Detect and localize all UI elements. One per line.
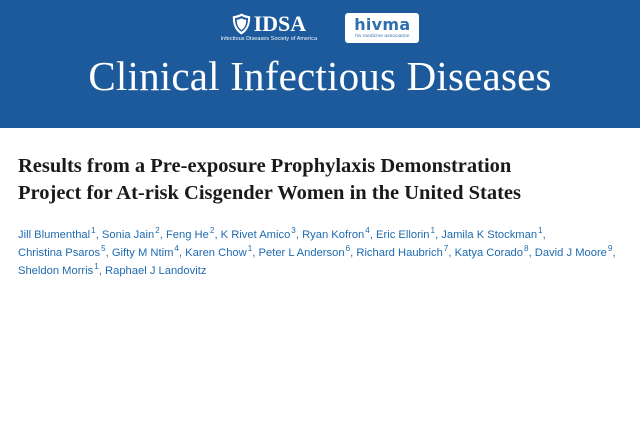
author-separator: , [542,228,546,241]
author-affiliation-marker: 6 [345,243,351,253]
author-label: Peter L Anderson [258,246,345,259]
author-label: Jamila K Stockman [441,228,538,241]
author-affiliation-marker: 4 [365,225,370,235]
page-title: Results from a Pre-exposure Prophylaxis Demonstration Project for At-risk Cisgender Women in the United States [18,155,521,205]
author-separator: , [448,246,455,259]
author-separator: , [295,228,303,241]
author-name[interactable] [101,225,160,241]
idsa-logo-top [232,13,307,35]
author-name[interactable] [220,225,296,241]
author-label: Richard Haubrich [356,246,443,259]
author-name[interactable] [185,243,253,259]
author-name[interactable] [105,265,206,277]
author-separator: , [350,246,357,259]
journal-masthead [0,0,640,128]
author-name[interactable] [376,225,436,241]
author-separator: , [105,246,112,259]
hivma-logo[interactable] [345,13,419,43]
author-affiliation-marker: 1 [94,262,99,272]
author-separator: , [369,228,377,241]
author-label: Eric Ellorin [376,228,430,241]
author-separator: , [98,264,106,277]
author-affiliation-marker: 1 [91,225,96,235]
idsa-wordmark: IDSA [253,11,307,37]
author-separator: , [95,228,102,241]
author-name[interactable] [441,225,543,241]
author-separator: , [214,228,221,241]
author-list [18,226,618,280]
author-label: David J Moore [534,246,607,259]
author-name[interactable] [18,243,106,259]
logo-row [0,8,640,48]
author-affiliation-marker: 4 [174,243,179,253]
author-separator: , [178,246,186,259]
author-name[interactable] [165,225,215,241]
author-affiliation-marker: 1 [538,225,543,235]
idsa-shield-icon [232,13,251,35]
author-name[interactable] [18,225,96,241]
author-label: Feng He [165,228,209,241]
author-affiliation-marker: 9 [607,243,613,253]
author-affiliation-marker: 5 [101,243,106,253]
journal-title: Clinical Infectious Diseases [88,53,552,99]
hivma-wordmark: hivma [354,15,411,35]
author-name[interactable] [356,243,449,259]
idsa-tagline: Infectious Diseases Society of America [220,36,318,43]
author-name[interactable] [258,243,351,259]
idsa-logo[interactable] [221,13,318,42]
author-name[interactable] [18,262,99,277]
author-label: Gifty M Ntim [111,246,174,259]
author-label: Sheldon Morris [18,264,94,277]
author-name[interactable] [454,243,529,259]
author-separator: , [435,228,442,241]
author-affiliation-marker: 2 [155,225,160,235]
author-name[interactable] [534,243,616,259]
author-name[interactable] [302,225,370,241]
author-label: Jill Blumenthal [18,228,91,241]
author-affiliation-marker: 3 [291,225,296,235]
author-affiliation-marker: 2 [209,225,215,235]
author-affiliation-marker: 1 [247,243,253,253]
author-label: K Rivet Amico [220,228,291,241]
author-separator: , [159,228,166,241]
hivma-tagline: hiv medicine association [355,34,410,40]
author-label: Sonia Jain [101,228,155,241]
author-label: Katya Corado [454,246,523,259]
author-affiliation-marker: 7 [443,243,449,253]
author-separator: , [612,246,616,259]
article-content [0,131,640,280]
author-label: Karen Chow [185,246,247,259]
author-name[interactable] [111,243,179,259]
author-affiliation-marker: 8 [524,243,529,253]
author-label: Raphael J Landovitz [105,264,207,277]
author-label: Ryan Kofron [302,228,365,241]
author-affiliation-marker: 1 [430,225,436,235]
author-label: Christina Psaros [18,246,101,259]
author-separator: , [528,246,535,259]
author-separator: , [252,246,259,259]
